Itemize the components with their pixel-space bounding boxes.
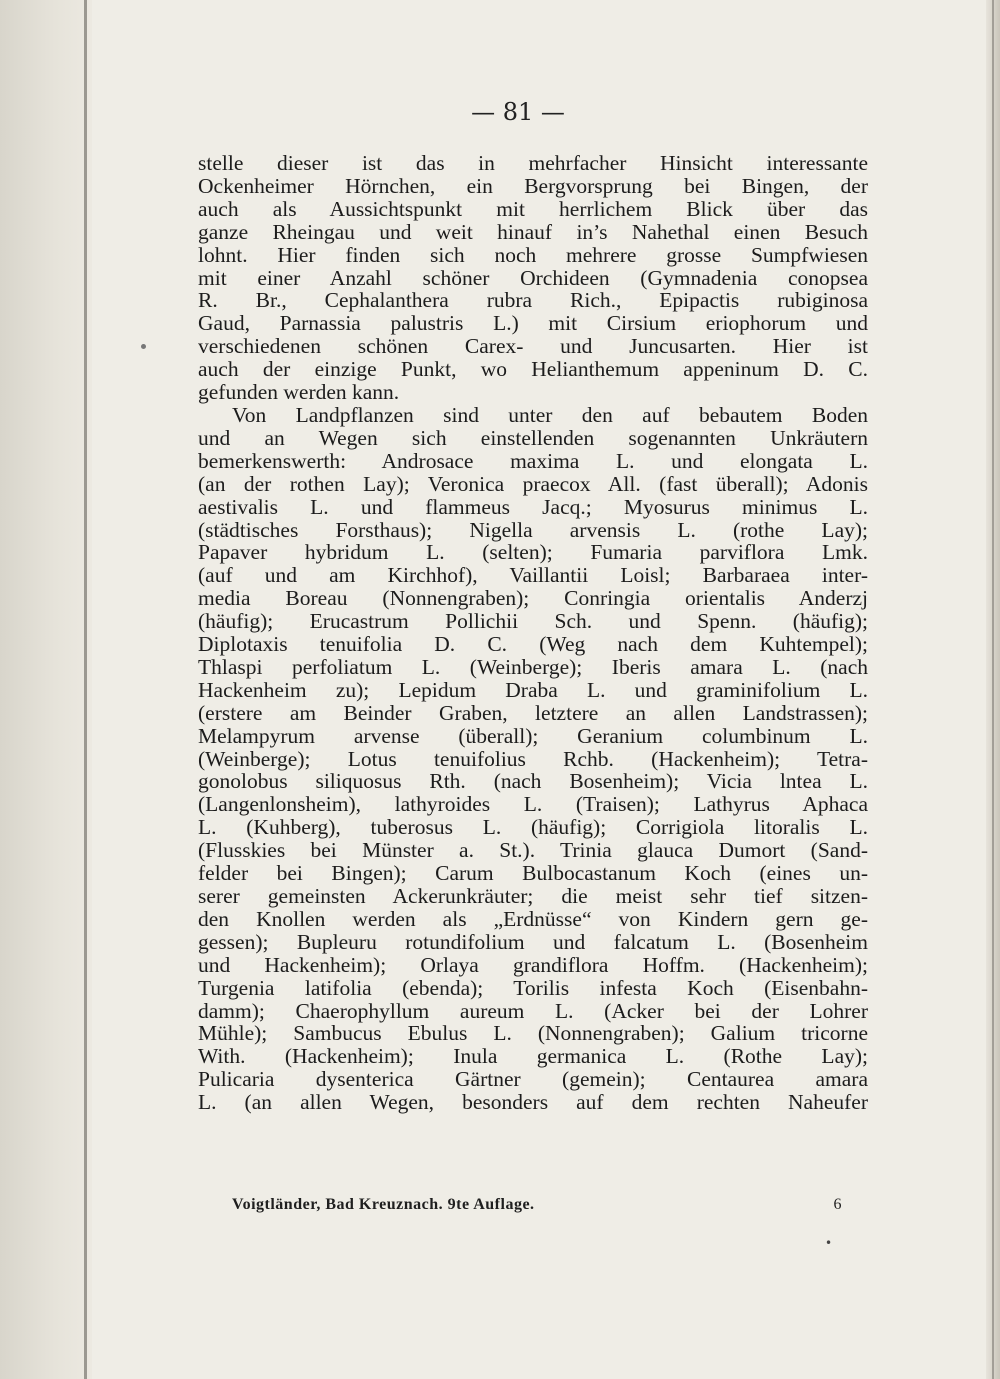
text-line: Diplotaxis tenuifolia D. C. (Weg nach dem Kuhtempel); [198, 632, 868, 657]
text-line: und an Wegen sich einstellenden sogenannten Unkräutern [198, 425, 868, 450]
page-number: — 81 — [471, 98, 565, 126]
text-line: verschiedenen schönen Carex- und Juncusarten. Hier ist [198, 334, 868, 359]
text-line: (Langenlonsheim), lathyroides L. (Traisen); Lathyrus Aphaca [198, 792, 868, 817]
text-line: Pulicaria dysenterica Gärtner (gemein); Centaurea amara [198, 1067, 868, 1092]
text-line: With. (Hackenheim); Inula germanica L. (Rothe Lay); [198, 1044, 868, 1069]
text-line: felder bei Bingen); Carum Bulbocastanum Koch (eines un- [198, 861, 868, 886]
text-line: Mühle); Sambucus Ebulus L. (Nonnengraben); Galium tricorne [198, 1021, 868, 1046]
text-line: (Flusskies bei Münster a. St.). Trinia glauca Dumort (Sand- [198, 838, 868, 863]
text-line: den Knollen werden als „Erdnüsse“ von Kindern gern ge- [198, 906, 868, 931]
text-line: (auf und am Kirchhof), Vaillantii Loisl; Barbaraea inter- [198, 563, 868, 588]
text-line: stelle dieser ist das in mehrfacher Hinsicht interessante [198, 151, 868, 175]
text-line: lohnt. Hier finden sich noch mehrere grosse Sumpfwiesen [198, 242, 868, 267]
text-line: (erstere am Beinder Graben, letztere an allen Landstrassen); [198, 700, 868, 725]
page-footer [232, 1196, 842, 1214]
ink-speck: • [825, 1236, 833, 1250]
text-line: Papaver hybridum L. (selten); Fumaria parviflora Lmk. [198, 540, 868, 565]
text-line: Gaud, Parnassia palustris L.) mit Cirsium eriophorum und [198, 311, 868, 336]
text-line: serer gemeinsten Ackerunkräuter; die meist sehr tief sitzen- [198, 884, 868, 908]
gutter-fold-line [84, 0, 87, 1379]
signature-mark: 6 [833, 1196, 842, 1213]
text-line: (häufig); Erucastrum Pollichii Sch. und Spenn. (häufig); [198, 609, 868, 634]
book-gutter [0, 0, 92, 1379]
text-line: L. (Kuhberg), tuberosus L. (häufig); Corrigiola litoralis L. [198, 815, 868, 840]
text-line: aestivalis L. und flammeus Jacq.; Myosurus minimus L. [198, 494, 868, 519]
text-line: mit einer Anzahl schöner Orchideen (Gymnadenia conopsea [198, 265, 868, 290]
text-line: auch als Aussichtspunkt mit herrlichem Blick über das [198, 196, 868, 221]
text-line: Thlaspi perfoliatum L. (Weinberge); Iberis amara L. (nach [198, 654, 868, 679]
text-line: gonolobus siliquosus Rth. (nach Bosenheim); Vicia lntea L. [198, 769, 868, 794]
text-line: L. (an allen Wegen, besonders auf dem rechten Naheufer [198, 1090, 868, 1115]
text-line: Turgenia latifolia (ebenda); Torilis infesta Koch (Eisenbahn- [198, 975, 868, 1000]
text-line: (städtisches Forsthaus); Nigella arvensis L. (rothe Lay); [198, 517, 868, 542]
page-edge-line [992, 0, 994, 1379]
text-line: bemerkenswerth: Androsace maxima L. und elongata L. [198, 448, 868, 473]
text-line: Hackenheim zu); Lepidum Draba L. und graminifolium L. [198, 677, 868, 702]
text-line: Von Landpflanzen sind unter den auf bebautem Boden [232, 402, 868, 427]
text-line: gessen); Bupleuru rotundifolium und falcatum L. (Bosenheim [198, 929, 868, 954]
text-line: (an der rothen Lay); Veronica praecox All. (fast überall); Adonis [198, 471, 868, 496]
text-line: Melampyrum arvense (überall); Geranium columbinum L. [198, 723, 868, 748]
text-line: Ockenheimer Hörnchen, ein Bergvorsprung bei Bingen, der [198, 173, 868, 198]
margin-mark [141, 344, 146, 349]
text-line: gefunden werden kann. [198, 380, 400, 405]
text-line: auch der einzige Punkt, wo Helianthemum appeninum D. C. [198, 357, 868, 382]
text-line: media Boreau (Nonnengraben); Conringia orientalis Anderzj [198, 586, 868, 611]
text-line: damm); Chaerophyllum aureum L. (Acker bei der Lohrer [198, 998, 868, 1023]
publisher-imprint: Voigtländer, Bad Kreuznach. 9te Auflage. [232, 1196, 535, 1213]
text-line: und Hackenheim); Orlaya grandiflora Hoffm. (Hackenheim); [198, 952, 868, 977]
text-line: R. Br., Cephalanthera rubra Rich., Epipactis rubiginosa [198, 288, 868, 313]
text-line: ganze Rheingau und weit hinauf in’s Nahethal einen Besuch [198, 219, 868, 244]
body-text [198, 152, 868, 1114]
text-line: (Weinberge); Lotus tenuifolius Rchb. (Hackenheim); Tetra- [198, 746, 868, 771]
